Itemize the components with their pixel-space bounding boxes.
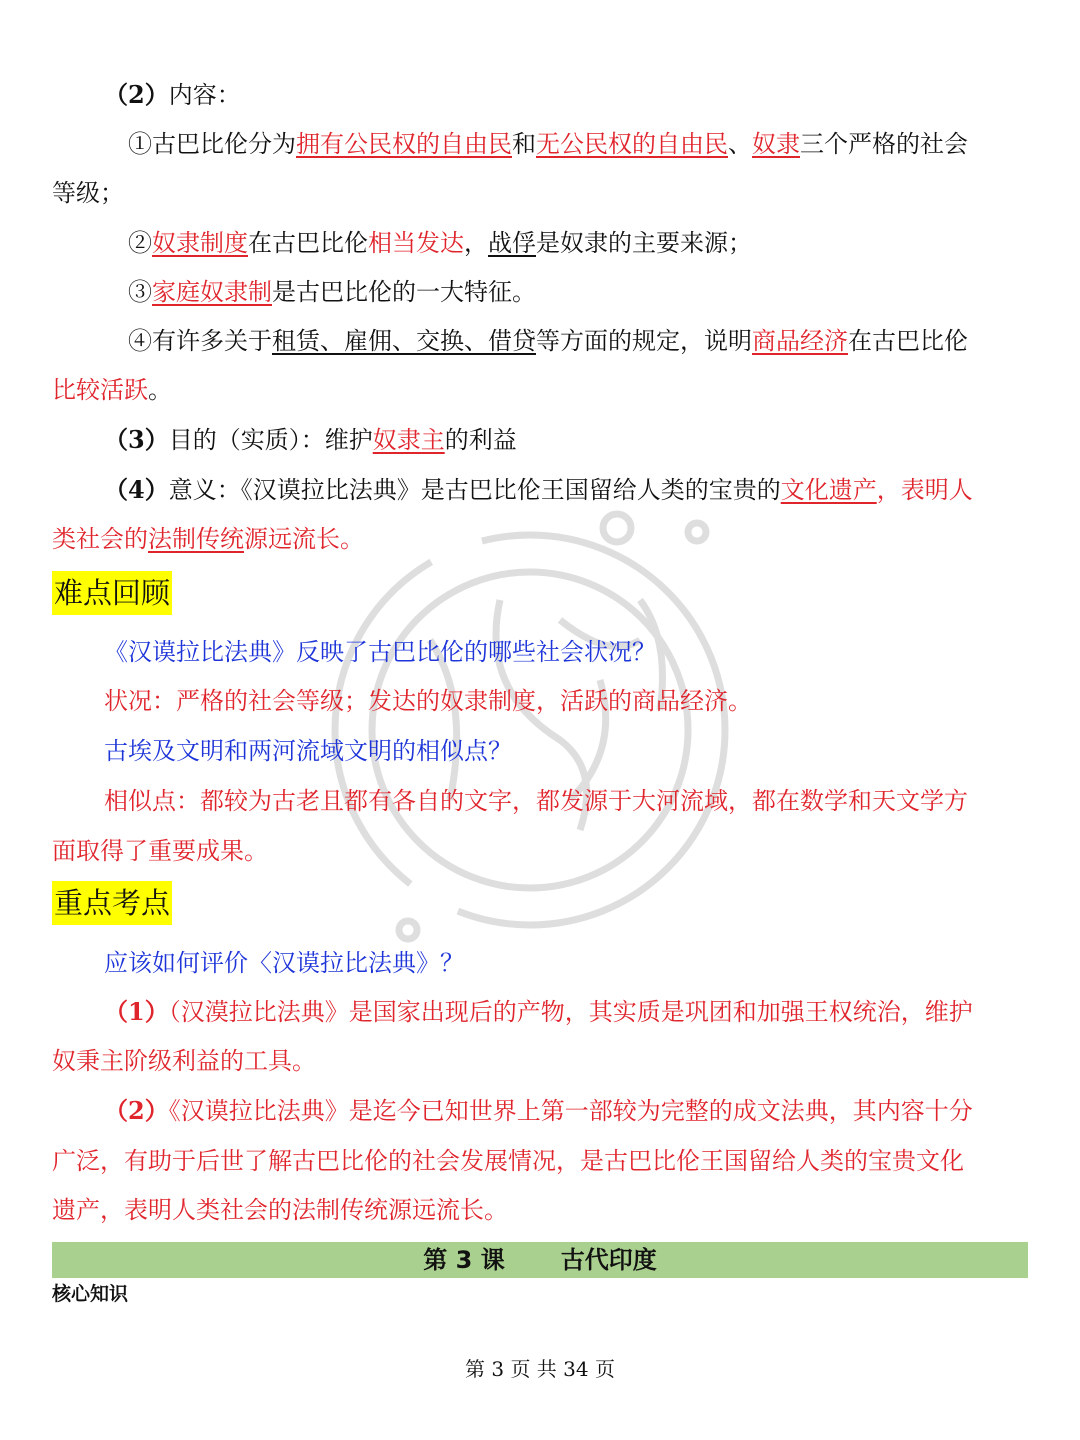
lesson-title-bar (52, 1242, 1028, 1278)
keypoints-point-2-line-3: 遗产，表明人类社会的法制传统源远流长。 (52, 1196, 508, 1224)
section-2-title: （2）内容： (104, 80, 241, 109)
lesson-subheading: 核心知识 (52, 1283, 129, 1305)
highlight-non-citizens: 无公民权的自由民 (536, 130, 728, 158)
review-heading: 难点回顾 (52, 571, 172, 615)
page-number: 第 3 页 共 34 页 (465, 1357, 615, 1381)
keypoints-point-2-line-2: 广泛，有助于后世了解古巴比伦的社会发展情况，是古巴比伦王国留给人类的宝贵文化 (52, 1147, 964, 1175)
review-answer-2: 相似点：都较为古老且都有各自的文字，都发源于大河流域，都在数学和天文学方 (104, 787, 968, 815)
section-4-cont: 类社会的法制传统源远流长。 (52, 525, 364, 553)
lesson-number: 第 3 课 (423, 1246, 505, 1274)
section-3: （3）目的（实质）：维护奴隶主的利益 (104, 425, 517, 454)
review-answer-1: 状况：严格的社会等级；发达的奴隶制度，活跃的商品经济。 (104, 687, 752, 715)
review-question-1: 《汉谟拉比法典》反映了古巴比伦的哪些社会状况？ (104, 638, 656, 666)
keypoints-point-1-cont: 奴秉主阶级利益的工具。 (52, 1047, 316, 1075)
highlight-free-citizens: 拥有公民权的自由民 (296, 130, 512, 158)
keypoints-point-2: （2）《汉谟拉比法典》是迄今已知世界上第一部较为完整的成文法典，其内容十分 (104, 1096, 973, 1125)
lesson-title: 古代印度 (560, 1246, 657, 1274)
section-2-item-1: ①古巴比伦分为拥有公民权的自由民和无公民权的自由民、奴隶三个严格的社会 (128, 130, 968, 158)
section-4: （4）意义：《汉谟拉比法典》是古巴比伦王国留给人类的宝贵的文化遗产，表明人 (104, 475, 973, 504)
section-2-item-4: ④有许多关于租赁、雇佣、交换、借贷等方面的规定，说明商品经济在古巴比伦 (128, 327, 968, 355)
highlight-slaves: 奴隶 (752, 130, 800, 158)
keypoints-question: 应该如何评价〈汉谟拉比法典》？ (104, 949, 464, 977)
section-2-item-2: ②奴隶制度在古巴比伦相当发达，战俘是奴隶的主要来源； (128, 229, 752, 257)
section-2-item-3: ③家庭奴隶制是古巴比伦的一大特征。 (128, 278, 536, 306)
keypoints-heading: 重点考点 (52, 881, 172, 925)
review-answer-2-cont: 面取得了重要成果。 (52, 837, 268, 865)
section-2-item-1-cont: 等级； (52, 179, 124, 207)
review-question-2: 古埃及文明和两河流域文明的相似点？ (104, 737, 512, 765)
section-2-item-4-cont: 比较活跃。 (52, 376, 172, 404)
keypoints-point-1: （1）（汉漠拉比法典》是国家出现后的产物，其实质是巩团和加强王权统治，维护 (104, 997, 973, 1026)
